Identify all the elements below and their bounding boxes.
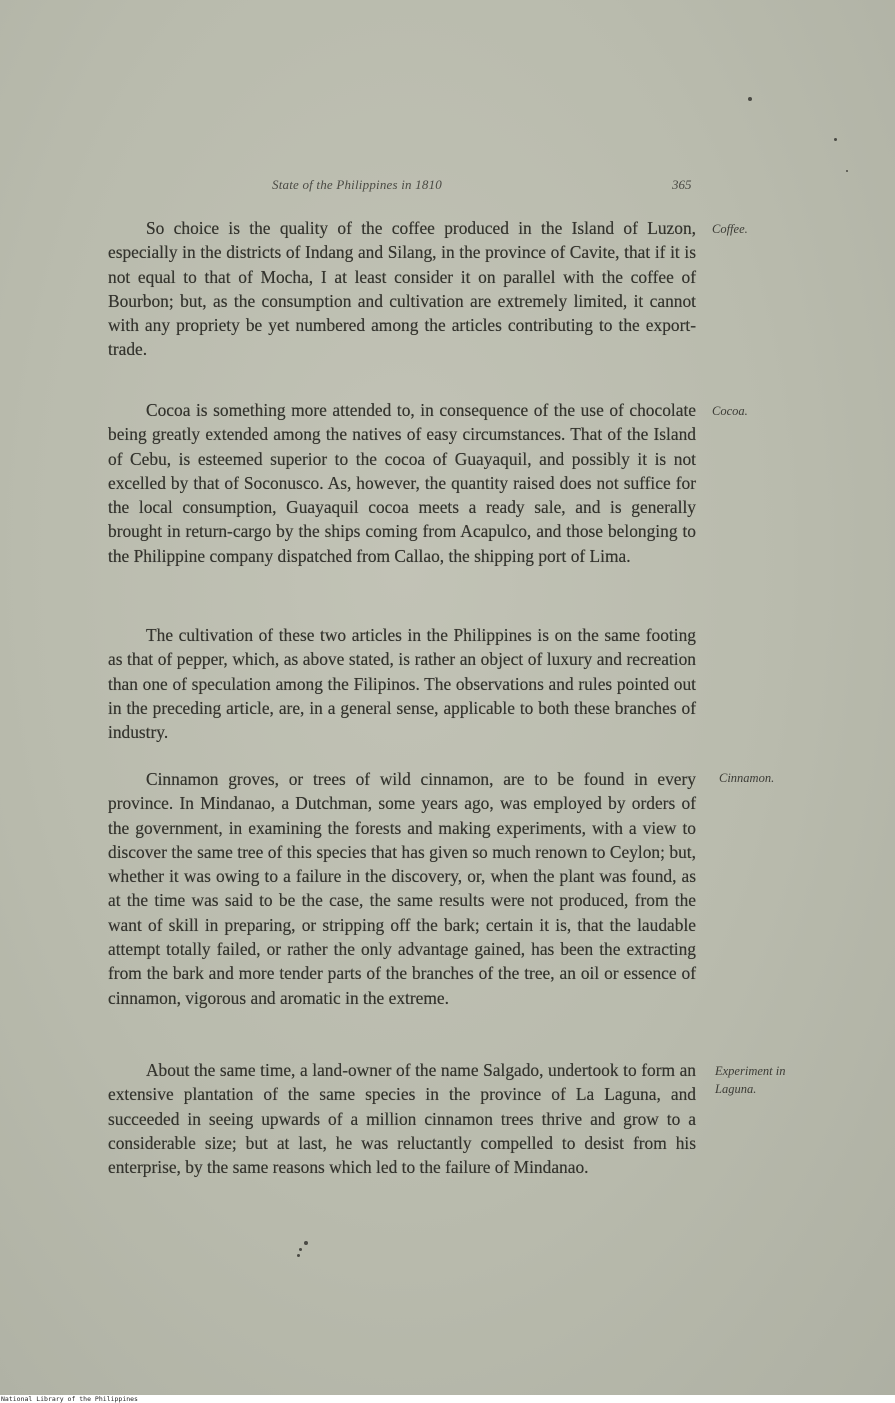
paragraph-experiment: About the same time, a land-owner of the name Salgado, undertook to form an extensive plantation of the same species in the province of La Laguna, and succeeded in seeing upwards of a million cinnamon trees thrive and grow to a considerable size; but at last, he was reluctantly compelled to desist from his enterprise, by the same reasons which led to the failure of Mindanao. <box>108 1060 696 1178</box>
margin-note-coffee: Coffee. <box>712 222 748 236</box>
margin-note-cocoa: Cocoa. <box>712 404 748 418</box>
paragraph-cinnamon: Cinnamon groves, or trees of wild cinnamon, are to be found in every province. In Mindanao, a Dutchman, some years ago, was employed by orders of the government, in examining the forests and making experiments, with a view to discover the same tree of this species that has given so much renown to Ceylon; but, whether it was owing to a failure in the discovery, or, when the plant was found, as at the time was said to be the case, the same results were not produced, from the want of skill in preparing, or stripping off the bark; certain it is, that the laudable attempt totally failed, or rather the only advantage gained, has been the extracting from the bark and more tender parts of the branches of the tree, an oil or essence of cinnamon, vigorous and aromatic in the extreme. <box>108 769 696 1008</box>
dust-speck <box>748 97 752 101</box>
ink-speck <box>297 1254 300 1257</box>
ink-speck <box>299 1248 302 1251</box>
page-number: 365 <box>672 177 692 192</box>
paragraph-cultivation: The cultivation of these two articles in the Philippines is on the same footing as that of pepper, which, as above stated, is rather an object of luxury and recreation than one of speculation among the Filipinos. The observations and rules pointed out in the preceding article, are, in a general sense, applicable to both these branches of industry. <box>108 625 696 743</box>
margin-note-laguna: Laguna. <box>715 1082 757 1096</box>
footer-credit: National Library of the Philippines <box>1 1395 138 1403</box>
dust-speck <box>846 170 848 172</box>
margin-note-cinnamon: Cinnamon. <box>719 771 775 785</box>
running-head: State of the Philippines in 1810 <box>272 177 442 192</box>
paragraph-coffee: So choice is the quality of the coffee produced in the Island of Luzon, especially in the districts of Indang and Silang, in the province of Cavite, that if it is not equal to that of Mocha, I at least consider it on parallel with the coffee of Bourbon; but, as the consumption and cultivation are extremely limited, it cannot with any propriety be yet numbered among the articles contributing to the export-trade. <box>108 218 696 360</box>
dust-speck <box>834 138 837 141</box>
margin-note-experiment: Experiment in <box>715 1064 786 1078</box>
ink-speck <box>304 1241 308 1245</box>
paragraph-cocoa: Cocoa is something more attended to, in consequence of the use of chocolate being greatly extended among the natives of easy circumstances. That of the Island of Cebu, is esteemed superior to the cocoa of Guayaquil, and possibly it is not excelled by that of Soconusco. As, however, the quantity raised does not suffice for the local consumption, Guayaquil cocoa meets a ready sale, and is generally brought in return-cargo by the ships coming from Acapulco, and those belonging to the Philippine company dispatched from Callao, the shipping port of Lima. <box>108 400 696 566</box>
